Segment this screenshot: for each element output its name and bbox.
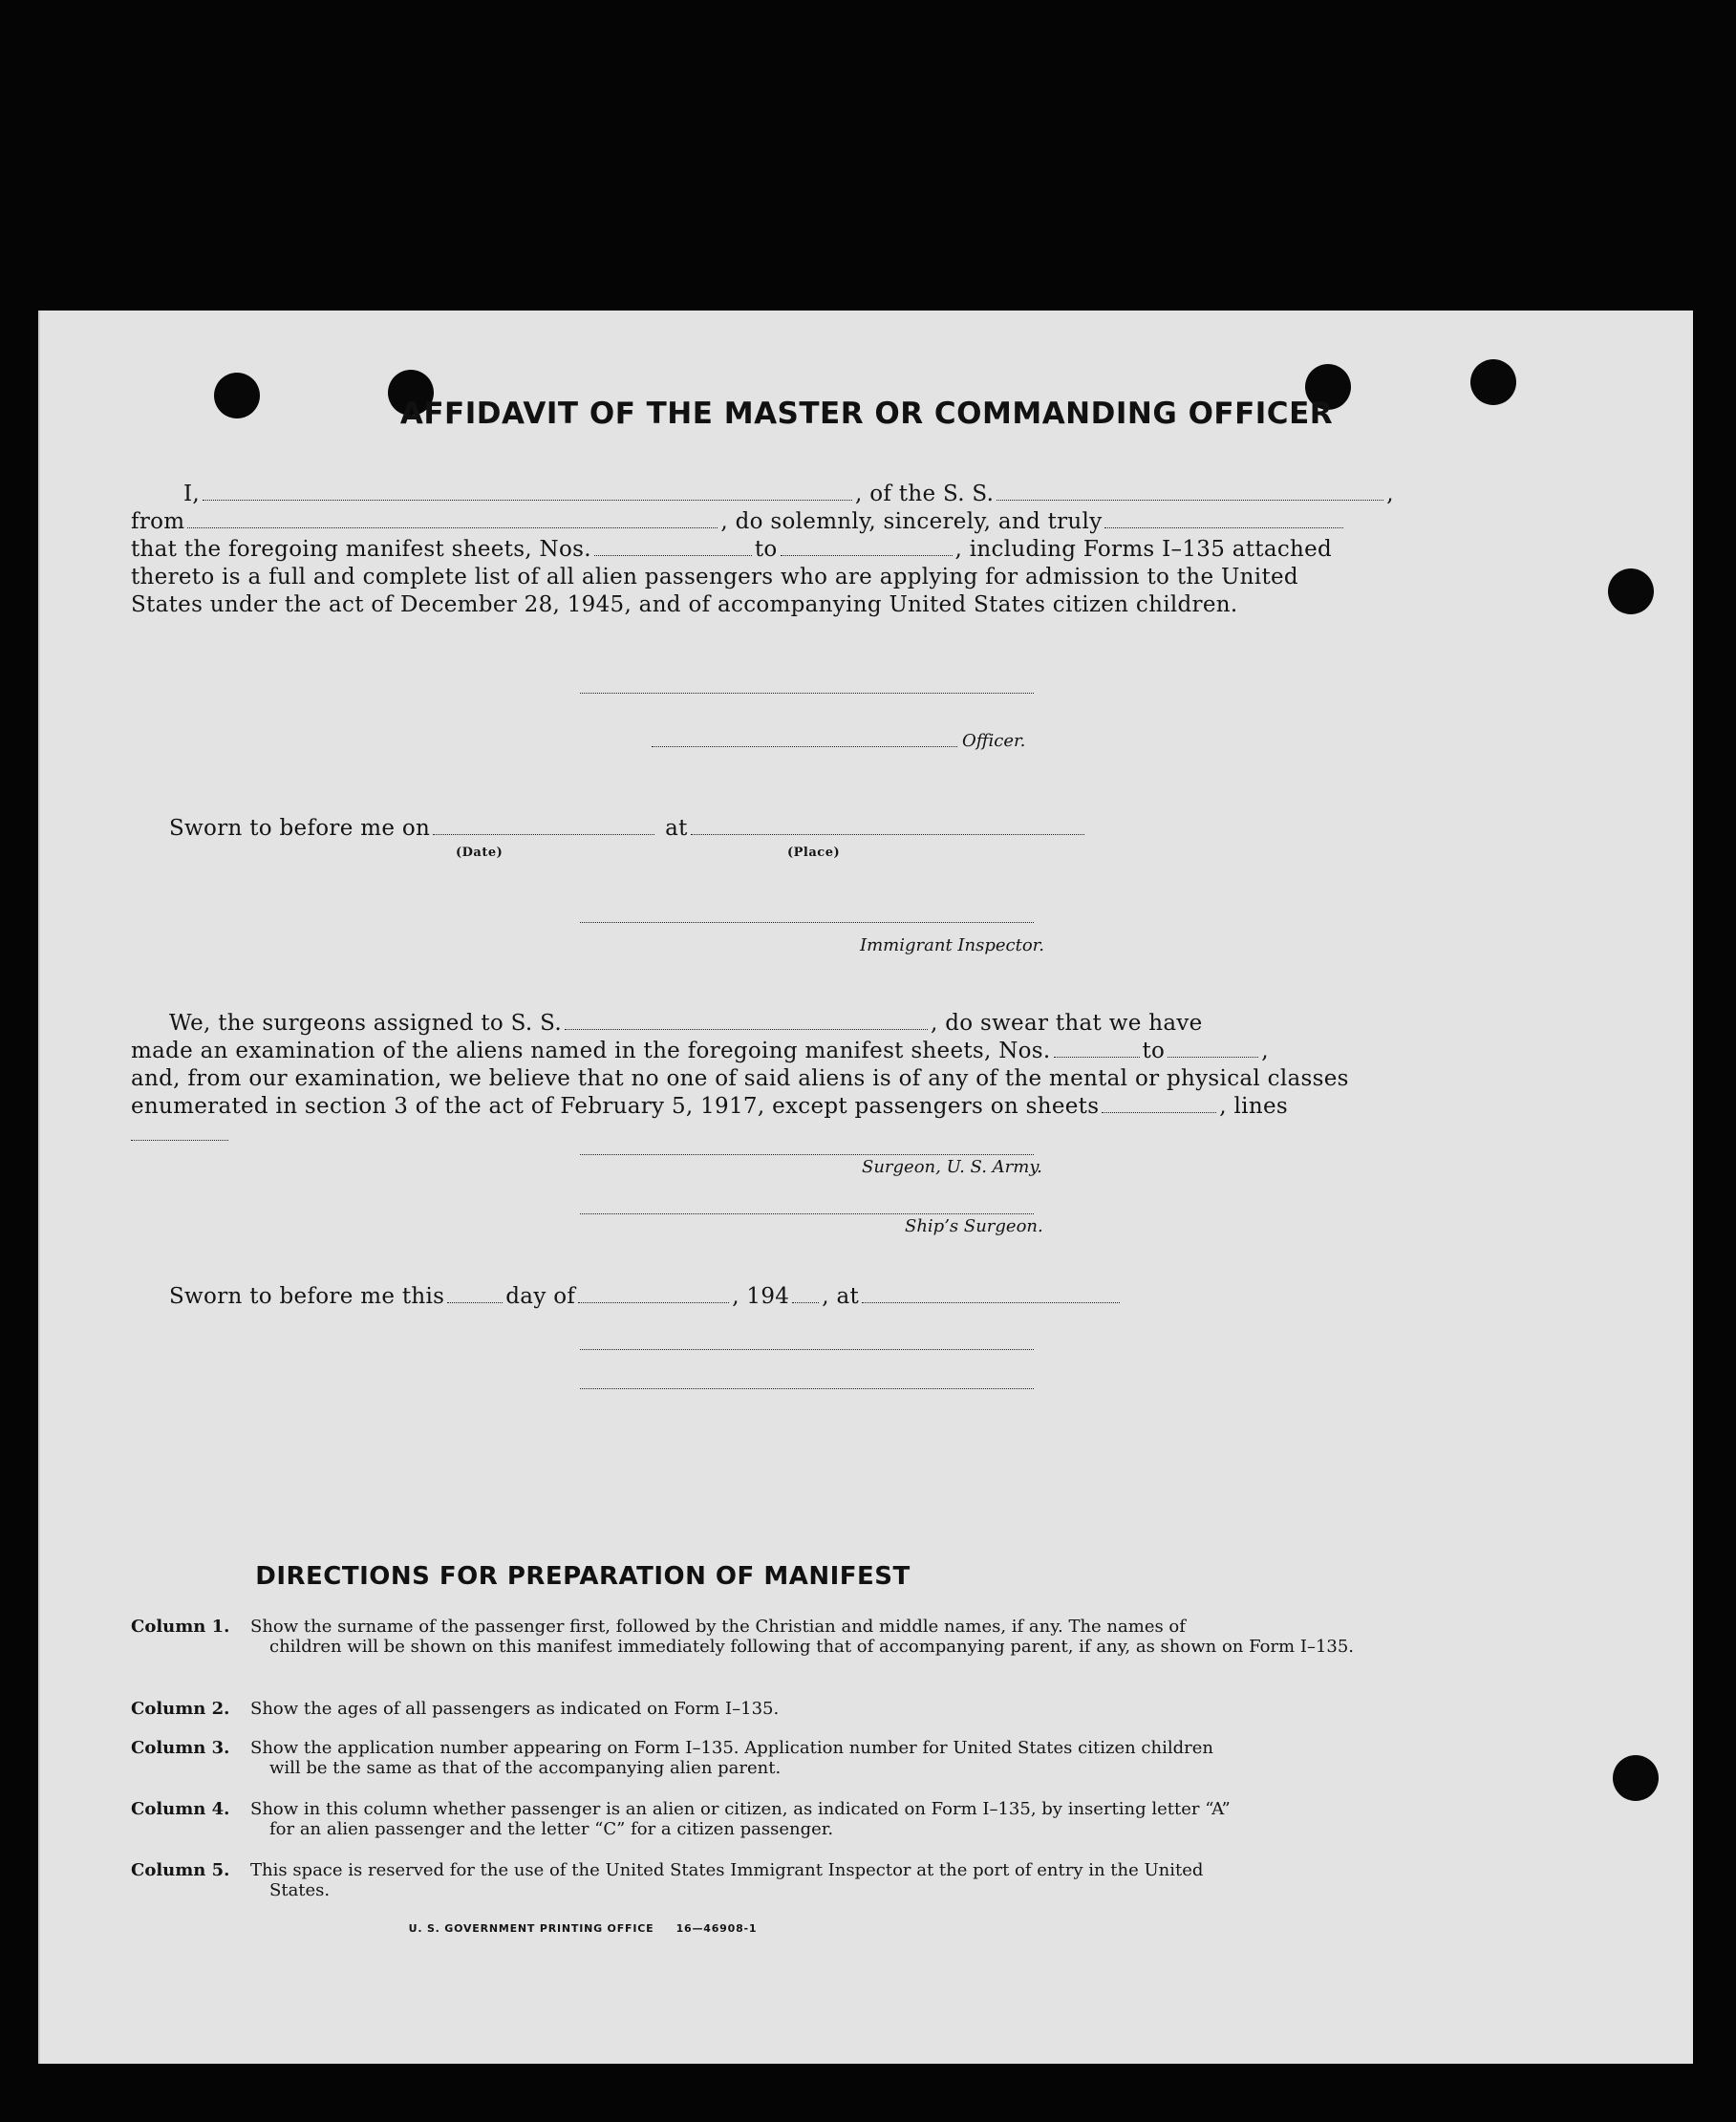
text: We, the surgeons assigned to S. S. <box>169 1011 562 1036</box>
officer-caption: Officer. <box>962 731 1026 751</box>
surgeons-ship-field[interactable] <box>565 1028 928 1030</box>
affidavit-line-1 <box>183 481 1394 508</box>
column-label: Column 2. <box>131 1699 230 1719</box>
column-label: Column 5. <box>131 1860 230 1880</box>
text: I, <box>183 482 200 506</box>
column-label: Column 1. <box>131 1617 230 1637</box>
oath-field[interactable] <box>1104 526 1343 528</box>
sworn-line-1 <box>169 815 1087 843</box>
column-label: Column 4. <box>131 1799 230 1819</box>
printing-office-footer: U. S. GOVERNMENT PRINTING OFFICE 16—46908-1 <box>408 1922 758 1935</box>
text: at <box>665 816 688 841</box>
sworn-title-line[interactable] <box>580 1388 1034 1389</box>
column-label: Column 3. <box>131 1738 230 1758</box>
text: from <box>131 509 185 534</box>
month-field[interactable] <box>578 1301 729 1303</box>
directions-title: DIRECTIONS FOR PREPARATION OF MANIFEST <box>255 1562 911 1591</box>
surgeons-to-field[interactable] <box>1168 1056 1258 1058</box>
column-text: Show the application number appearing on Form I–135. Application number for United States citizen children will be the same as that of the accompanying alien parent. <box>250 1738 1213 1778</box>
day-field[interactable] <box>447 1301 503 1303</box>
column-text: This space is reserved for the use of the United States Immigrant Inspector at the port of entry in the United States. <box>250 1860 1204 1900</box>
date-caption: (Date) <box>456 846 504 860</box>
text: made an examination of the aliens named in the foregoing manifest sheets, Nos. <box>131 1039 1051 1063</box>
direction-item <box>131 1860 1459 1902</box>
text: , <box>1386 482 1394 506</box>
text: , 194 <box>732 1284 790 1309</box>
name-field[interactable] <box>203 499 852 501</box>
text: Sworn to before me this <box>169 1284 445 1309</box>
surgeons-line-1 <box>169 1010 1203 1038</box>
text: , at <box>822 1284 859 1309</box>
ship-surgeon-line[interactable] <box>580 1213 1034 1214</box>
affidavit-line-4: thereto is a full and complete list of all alien passengers who are applying for admission to the United <box>131 565 1298 589</box>
text: to <box>1142 1039 1166 1063</box>
surgeons-line-3: and, from our examination, we believe that no one of said aliens is of any of the mental or physical classes <box>131 1066 1349 1091</box>
inspector-caption: Immigrant Inspector. <box>860 935 1045 955</box>
text: , lines <box>1219 1094 1288 1119</box>
text: enumerated in section 3 of the act of February 5, 1917, except passengers on sheets <box>131 1094 1100 1119</box>
army-surgeon-line[interactable] <box>580 1154 1034 1155</box>
except-sheets-field[interactable] <box>1102 1111 1216 1113</box>
inspector-line[interactable] <box>580 922 1034 923</box>
lines-field[interactable] <box>131 1140 228 1141</box>
signature-line[interactable] <box>580 693 1034 694</box>
text: , do solemnly, sincerely, and truly <box>720 509 1103 534</box>
text: Sworn to before me on <box>169 816 431 841</box>
text: day of <box>505 1284 576 1309</box>
text: to <box>754 537 778 562</box>
from-field[interactable] <box>187 526 718 528</box>
direction-item <box>131 1799 1459 1841</box>
column-text: Show the surname of the passenger first, followed by the Christian and middle names, if any. The names of children will be shown on this manifest immediately following that of accompanying parent, if any, as shown on Form I–135. <box>250 1617 1355 1657</box>
sheets-from-field[interactable] <box>594 554 752 556</box>
place-field[interactable] <box>691 833 1084 835</box>
ship-surgeon-caption: Ship’s Surgeon. <box>905 1216 1043 1236</box>
sworn-signature-line[interactable] <box>580 1349 1034 1350</box>
text: , of the S. S. <box>855 482 995 506</box>
sworn-line-2 <box>169 1283 1123 1311</box>
surgeons-line-2 <box>131 1038 1269 1065</box>
direction-item <box>131 1617 1459 1680</box>
officer-line[interactable] <box>652 746 957 747</box>
year-field[interactable] <box>792 1301 819 1303</box>
ship-field[interactable] <box>997 499 1383 501</box>
army-surgeon-caption: Surgeon, U. S. Army. <box>862 1157 1042 1177</box>
affidavit-line-3 <box>131 536 1332 564</box>
text: , do swear that we have <box>930 1011 1203 1036</box>
direction-item <box>131 1738 1459 1780</box>
place-caption: (Place) <box>787 846 841 860</box>
surgeons-from-field[interactable] <box>1054 1056 1140 1058</box>
form-title: AFFIDAVIT OF THE MASTER OR COMMANDING OFFICER <box>399 397 1334 431</box>
direction-item <box>131 1699 1459 1720</box>
sworn-place-field[interactable] <box>862 1301 1120 1303</box>
text: that the foregoing manifest sheets, Nos. <box>131 537 591 562</box>
affidavit-line-5: States under the act of December 28, 1945, and of accompanying United States citizen children. <box>131 592 1238 617</box>
column-text: Show in this column whether passenger is an alien or citizen, as indicated on Form I–135, by inserting letter “A” for an alien passenger and the letter “C” for a citizen passenger. <box>250 1799 1231 1839</box>
form-page <box>38 311 1693 2064</box>
punch-hole <box>1608 568 1654 614</box>
text: , including Forms I–135 attached <box>954 537 1333 562</box>
text: , <box>1261 1039 1269 1063</box>
date-field[interactable] <box>433 833 654 835</box>
surgeons-line-4 <box>131 1093 1288 1121</box>
column-text: Show the ages of all passengers as indicated on Form I–135. <box>250 1699 780 1719</box>
punch-hole <box>1613 1755 1659 1801</box>
sheets-to-field[interactable] <box>781 554 953 556</box>
affidavit-line-2 <box>131 508 1346 536</box>
